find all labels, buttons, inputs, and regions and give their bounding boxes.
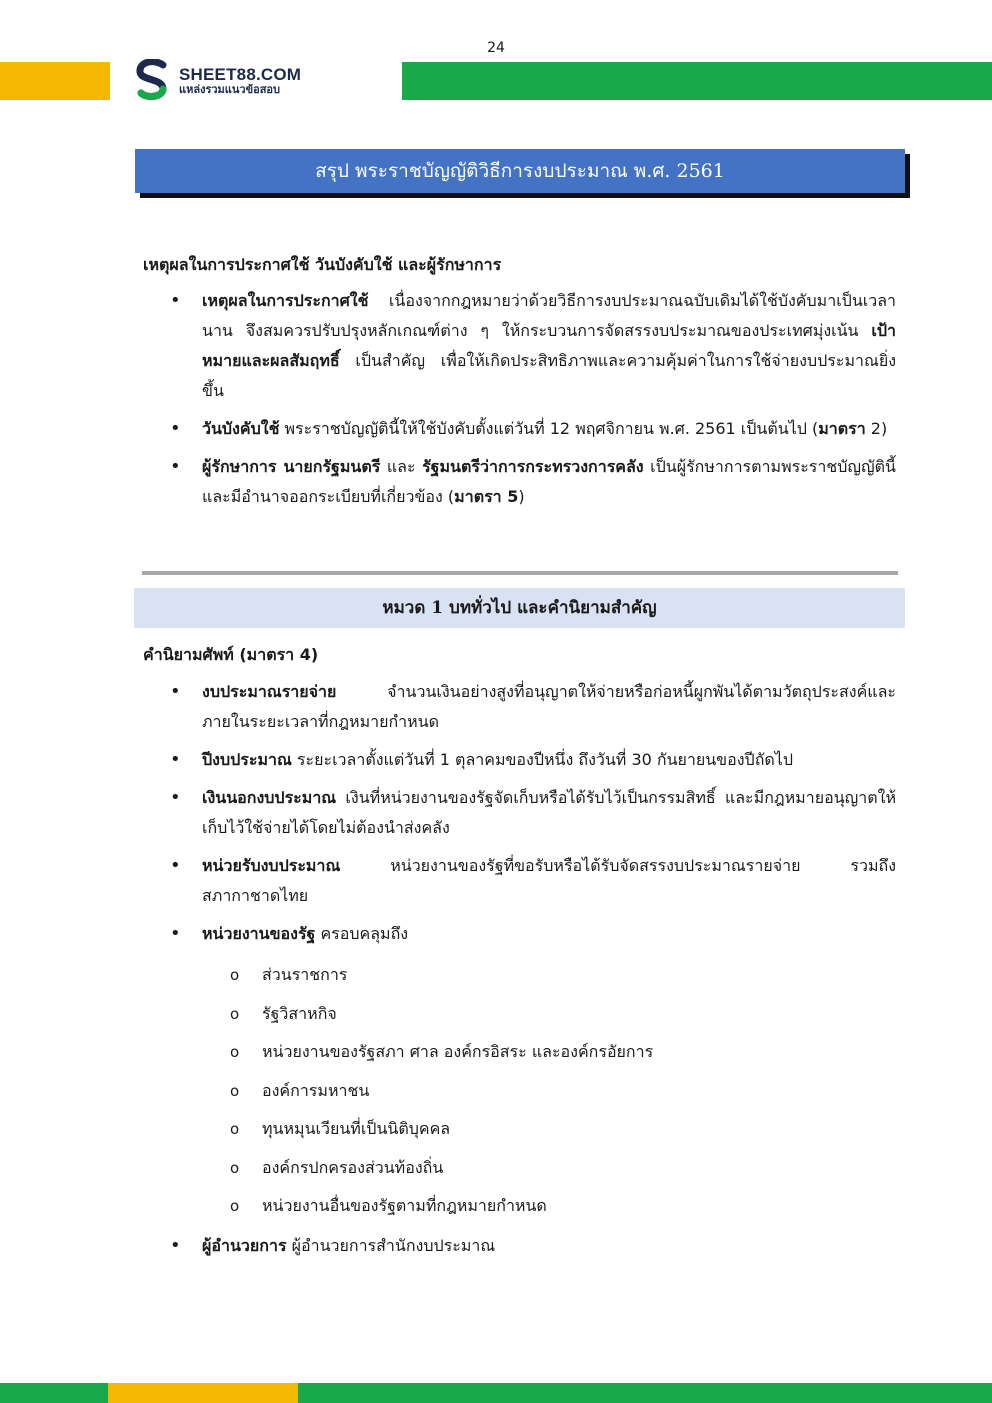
item-term: ผู้รักษาการ นายกรัฐมนตรี bbox=[202, 457, 381, 476]
list-item bbox=[170, 452, 896, 512]
sub-item-text: หน่วยงานอื่นของรัฐตามที่กฎหมายกำหนด bbox=[262, 1196, 547, 1215]
sub-list-item bbox=[230, 1003, 653, 1042]
sub-list-item bbox=[230, 1041, 653, 1080]
bullet-icon: • bbox=[170, 456, 181, 477]
item-emphasis: เป้าหมายและผลสัมฤทธิ์ bbox=[202, 321, 896, 370]
circle-bullet-icon: o bbox=[230, 1158, 240, 1177]
item-text: เป็นสำคัญ เพื่อให้เกิดประสิทธิภาพและความคุ้มค่าในการใช้จ่ายงบประมาณยิ่งขึ้น bbox=[202, 351, 896, 400]
item-text: ระยะเวลาตั้งแต่วันที่ 1 ตุลาคมของปีหนึ่ง ถึงวันที่ 30 กันยายนของปีถัดไป bbox=[291, 750, 793, 769]
bullet-icon: • bbox=[170, 749, 181, 770]
sub-list-item bbox=[230, 1118, 653, 1157]
item-text: จำนวนเงินอย่างสูงที่อนุญาตให้จ่ายหรือก่อหนี้ผูกพันได้ตามวัตถุประสงค์และภายในระยะเวลาที่กฎหมายกำหนด bbox=[202, 682, 896, 731]
reasons-list bbox=[170, 286, 896, 512]
list-item bbox=[170, 414, 896, 444]
section-divider bbox=[142, 571, 898, 575]
item-term: งบประมาณรายจ่าย bbox=[202, 682, 337, 701]
item-term: เงินนอกงบประมาณ bbox=[202, 788, 337, 807]
item-text: 2) bbox=[865, 419, 888, 438]
sub-item-text: รัฐวิสาหกิจ bbox=[262, 1003, 337, 1023]
bullet-icon: • bbox=[170, 681, 181, 702]
item-emphasis: มาตรา bbox=[818, 419, 866, 438]
list-item bbox=[170, 745, 896, 775]
circle-bullet-icon: o bbox=[230, 1081, 240, 1100]
list-item bbox=[170, 783, 896, 843]
item-text: ครอบคลุมถึง bbox=[315, 924, 409, 943]
circle-bullet-icon: o bbox=[230, 966, 240, 984]
list-item bbox=[170, 677, 896, 737]
item-emphasis: รัฐมนตรีว่าการกระทรวงการคลัง bbox=[422, 457, 644, 476]
item-emphasis: มาตรา 5 bbox=[454, 487, 519, 506]
footer-yellow-bar bbox=[108, 1383, 298, 1403]
item-term: หน่วยรับงบประมาณ bbox=[202, 856, 341, 875]
definitions-list bbox=[170, 677, 896, 949]
bullet-icon: • bbox=[170, 1235, 181, 1256]
document-title: สรุป พระราชบัญญัติวิธีการงบประมาณ พ.ศ. 2561 bbox=[135, 149, 905, 193]
item-text: เป็นผู้รักษาการตามพระราชบัญญัตินี้ และมีอำนาจออกระเบียบที่เกี่ยวข้อง ( bbox=[202, 457, 896, 506]
item-term: วันบังคับใช้ bbox=[202, 419, 280, 438]
header-yellow-bar bbox=[0, 62, 110, 100]
sub-list-item bbox=[230, 1080, 653, 1119]
state-agency-sublist bbox=[230, 964, 653, 1234]
page-number: 24 bbox=[487, 40, 505, 56]
bullet-icon: • bbox=[170, 290, 181, 311]
item-term: เหตุผลในการประกาศใช้ bbox=[202, 291, 369, 310]
item-term: หน่วยงานของรัฐ bbox=[202, 924, 316, 943]
bullet-icon: • bbox=[170, 787, 181, 808]
sub-item-text: ส่วนราชการ bbox=[262, 965, 348, 984]
item-term: ปีงบประมาณ bbox=[202, 750, 292, 769]
circle-bullet-icon: o bbox=[230, 1043, 240, 1061]
section-heading-definitions: คำนิยามศัพท์ (มาตรา 4) bbox=[143, 645, 319, 664]
circle-bullet-icon: o bbox=[230, 1197, 240, 1215]
header-green-bar bbox=[402, 62, 992, 100]
logo-tagline: แหล่งรวมแนวข้อสอบ bbox=[179, 83, 281, 97]
s-logo-icon bbox=[133, 59, 173, 103]
item-text: เงินที่หน่วยงานของรัฐจัดเก็บหรือได้รับไว้เป็นกรรมสิทธิ์ และมีกฎหมายอนุญาตให้เก็บไว้ใช้จ่ายได้โดยไม่ต้องนำส่งคลัง bbox=[202, 788, 896, 837]
item-text: ผู้อำนวยการสำนักงบประมาณ bbox=[286, 1236, 496, 1255]
item-text: เนื่องจากกฎหมายว่าด้วยวิธีการงบประมาณฉบับเดิมได้ใช้บังคับมาเป็นเวลานาน จึงสมควรปรับปรุงหลักเกณฑ์ต่าง ๆ ให้กระบวนการจัดสรรงบประมาณของประเทศมุ่งเน้น bbox=[202, 291, 896, 340]
item-text: พระราชบัญญัตินี้ให้ใช้บังคับตั้งแต่วันที่ 12 พฤศจิกายน พ.ศ. 2561 เป็นต้นไป ( bbox=[279, 419, 819, 438]
chapter-heading: หมวด 1 บททั่วไป และคำนิยามสำคัญ bbox=[134, 588, 905, 628]
circle-bullet-icon: o bbox=[230, 1004, 240, 1023]
section-heading-reasons: เหตุผลในการประกาศใช้ วันบังคับใช้ และผู้รักษาการ bbox=[143, 255, 502, 274]
item-text: ) bbox=[518, 487, 525, 506]
list-item bbox=[170, 286, 896, 406]
director-list bbox=[170, 1231, 896, 1261]
sub-list-item bbox=[230, 964, 653, 1003]
item-text: และ bbox=[380, 457, 423, 476]
list-item bbox=[170, 1231, 896, 1261]
sub-list-item bbox=[230, 1157, 653, 1196]
site-logo bbox=[133, 58, 343, 104]
bullet-icon: • bbox=[170, 923, 181, 944]
list-item bbox=[170, 851, 896, 911]
bullet-icon: • bbox=[170, 855, 181, 876]
sub-item-text: ทุนหมุนเวียนที่เป็นนิติบุคคล bbox=[262, 1119, 451, 1138]
circle-bullet-icon: o bbox=[230, 1120, 240, 1138]
bullet-icon: • bbox=[170, 418, 181, 439]
list-item bbox=[170, 919, 896, 949]
item-text: หน่วยงานของรัฐที่ขอรับหรือได้รับจัดสรรงบประมาณรายจ่าย รวมถึงสภากาชาดไทย bbox=[202, 856, 896, 905]
sub-list-item bbox=[230, 1195, 653, 1234]
sub-item-text: หน่วยงานของรัฐสภา ศาล องค์กรอิสระ และองค์กรอัยการ bbox=[262, 1042, 654, 1061]
logo-title: SHEET88.COM bbox=[179, 64, 302, 84]
item-term: ผู้อำนวยการ bbox=[202, 1236, 287, 1255]
sub-item-text: องค์กรปกครองส่วนท้องถิ่น bbox=[262, 1157, 444, 1177]
sub-item-text: องค์การมหาชน bbox=[262, 1080, 370, 1100]
